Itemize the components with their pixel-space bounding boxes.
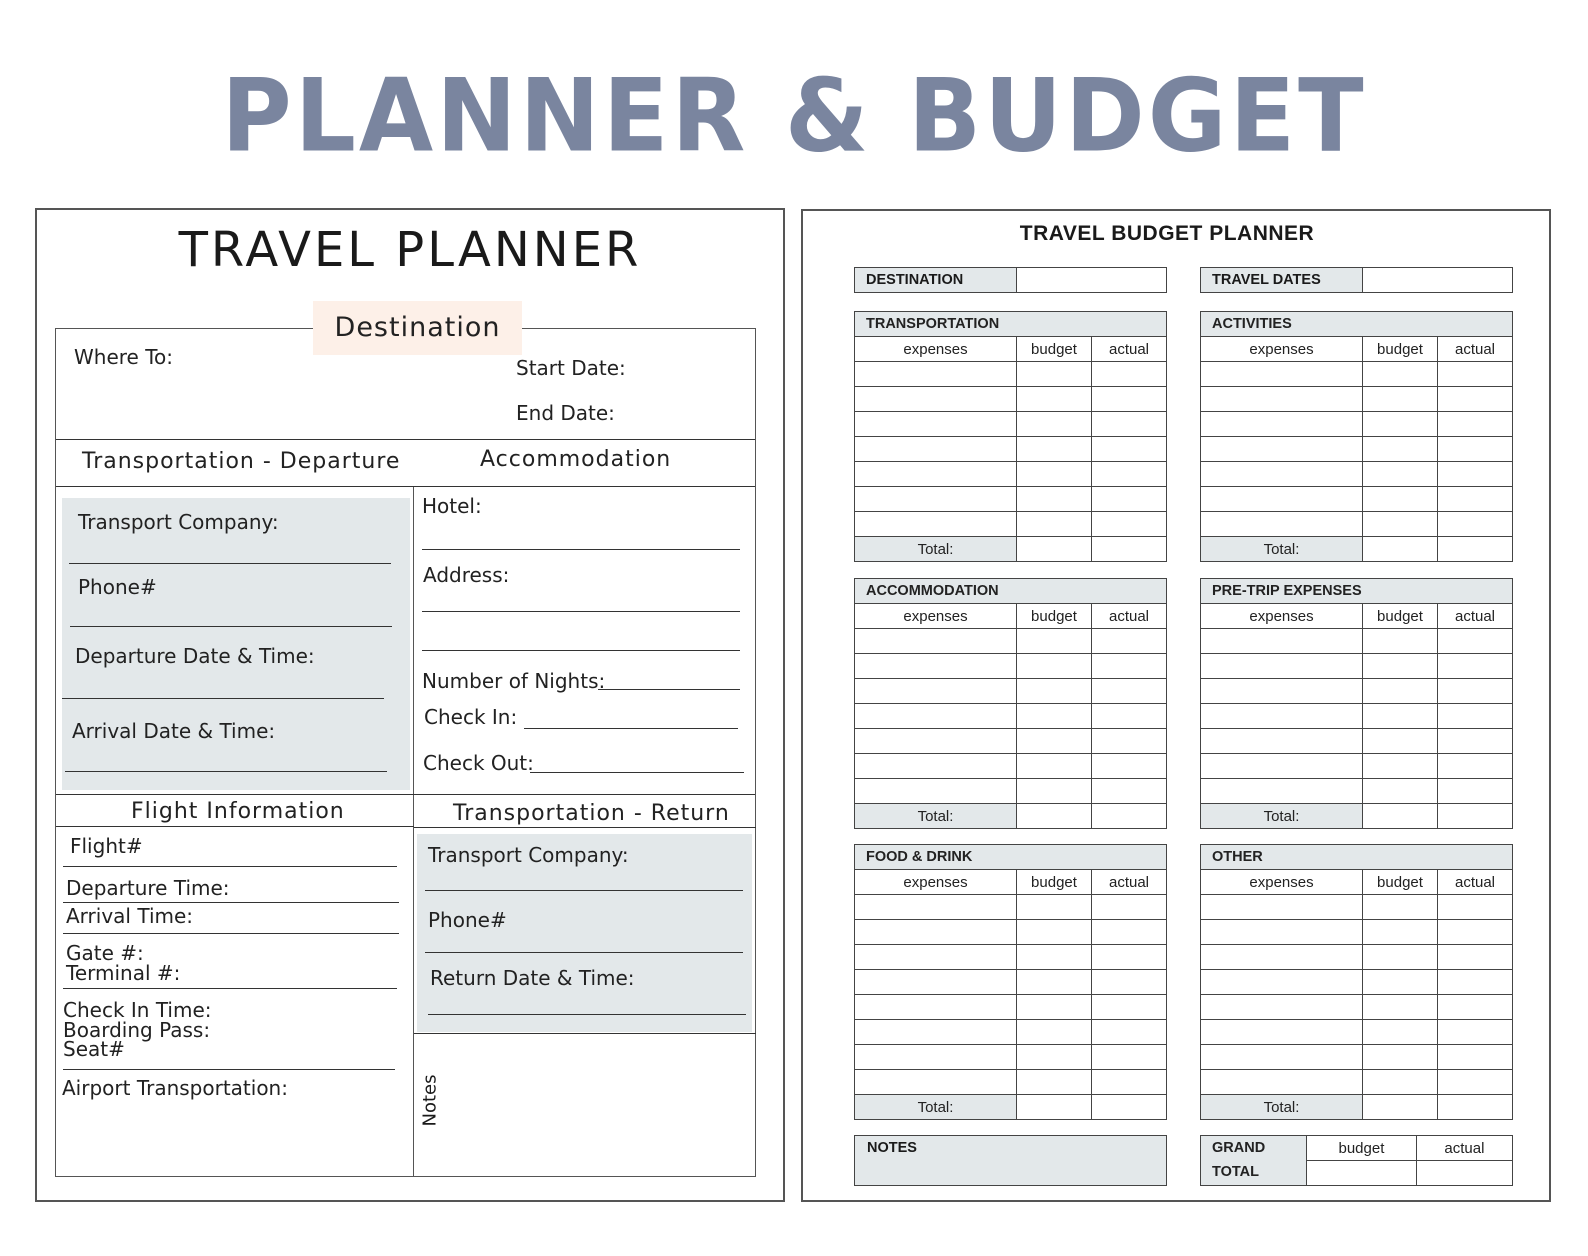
expense-cell[interactable] [855, 437, 1017, 462]
section-heading-pretrip: PRE-TRIP EXPENSES [1201, 579, 1513, 604]
budget-cell[interactable] [1017, 895, 1092, 920]
arrival-datetime-label: Arrival Date & Time: [72, 719, 276, 743]
budget-row [855, 487, 1167, 512]
check-in-time-label: Check In Time: [63, 998, 212, 1022]
budget-row [855, 895, 1167, 920]
departure-phone-field[interactable] [70, 626, 392, 627]
budget-cell[interactable] [1363, 512, 1438, 537]
expense-cell[interactable] [1201, 895, 1363, 920]
actual-cell[interactable] [1092, 462, 1167, 487]
actual-cell[interactable] [1092, 704, 1167, 729]
expense-cell[interactable] [855, 679, 1017, 704]
expense-cell[interactable] [855, 1045, 1017, 1070]
total-actual-cell[interactable] [1438, 804, 1513, 829]
expense-cell[interactable] [855, 629, 1017, 654]
actual-cell[interactable] [1092, 512, 1167, 537]
budget-row [1201, 487, 1513, 512]
budget-cell[interactable] [1363, 779, 1438, 804]
expense-cell[interactable] [1201, 362, 1363, 387]
budget-cell[interactable] [1017, 412, 1092, 437]
departure-datetime-label: Departure Date & Time: [75, 644, 315, 668]
where-to-label: Where To: [74, 345, 173, 369]
page-title: PLANNER & BUDGET [221, 57, 1367, 175]
budget-cell[interactable] [1017, 729, 1092, 754]
budget-table-activities [1200, 311, 1513, 562]
arrival-datetime-field[interactable] [65, 771, 387, 772]
budget-row [855, 754, 1167, 779]
budget-cell[interactable] [1363, 462, 1438, 487]
budget-cell[interactable] [1363, 704, 1438, 729]
expense-cell[interactable] [855, 362, 1017, 387]
grand-total-budget-header: budget [1307, 1136, 1417, 1161]
budget-cell[interactable] [1017, 437, 1092, 462]
actual-cell[interactable] [1092, 1020, 1167, 1045]
actual-cell[interactable] [1438, 387, 1513, 412]
column-divider [413, 487, 414, 1176]
actual-cell[interactable] [1092, 437, 1167, 462]
check-in-label: Check In: [424, 705, 518, 729]
budget-row [855, 412, 1167, 437]
budget-row [855, 945, 1167, 970]
expense-cell[interactable] [1201, 779, 1363, 804]
expense-cell[interactable] [1201, 754, 1363, 779]
divider [56, 794, 755, 795]
departure-phone-label: Phone# [78, 575, 157, 599]
col-actual-header: actual [1438, 604, 1513, 629]
departure-transport-company-label: Transport Company: [78, 510, 279, 534]
budget-row [855, 995, 1167, 1020]
col-actual-header: actual [1092, 604, 1167, 629]
budget-row [1201, 995, 1513, 1020]
expense-cell[interactable] [1201, 412, 1363, 437]
actual-cell[interactable] [1092, 412, 1167, 437]
budget-row [1201, 779, 1513, 804]
budget-cell[interactable] [1363, 654, 1438, 679]
airport-transport-label: Airport Transportation: [62, 1076, 288, 1100]
budget-cell[interactable] [1363, 920, 1438, 945]
budget-row [1201, 437, 1513, 462]
expense-cell[interactable] [855, 1020, 1017, 1045]
travel-planner-title: TRAVEL PLANNER [178, 222, 642, 278]
notes-area[interactable] [440, 1040, 750, 1170]
actual-cell[interactable] [1092, 754, 1167, 779]
total-label: Total: [855, 1095, 1017, 1120]
actual-cell[interactable] [1438, 729, 1513, 754]
expense-cell[interactable] [1201, 970, 1363, 995]
col-budget-header: budget [1363, 337, 1438, 362]
flight-number-label: Flight# [70, 834, 143, 858]
expense-cell[interactable] [855, 779, 1017, 804]
actual-cell[interactable] [1092, 995, 1167, 1020]
budget-row [1201, 362, 1513, 387]
budget-cell[interactable] [1363, 895, 1438, 920]
budget-cell[interactable] [1363, 437, 1438, 462]
expense-cell[interactable] [855, 387, 1017, 412]
budget-row [1201, 679, 1513, 704]
expense-cell[interactable] [855, 1070, 1017, 1095]
total-budget-cell[interactable] [1017, 1095, 1092, 1120]
budget-row [855, 1045, 1167, 1070]
budget-row [855, 1020, 1167, 1045]
budget-table-pretrip [1200, 578, 1513, 829]
budget-cell[interactable] [1017, 779, 1092, 804]
hotel-label: Hotel: [422, 494, 482, 518]
budget-cell[interactable] [1363, 629, 1438, 654]
budget-table-transportation [854, 311, 1167, 562]
actual-cell[interactable] [1438, 945, 1513, 970]
budget-cell[interactable] [1017, 995, 1092, 1020]
col-actual-header: actual [1092, 337, 1167, 362]
total-actual-cell[interactable] [1438, 537, 1513, 562]
expense-cell[interactable] [1201, 729, 1363, 754]
grand-total-table [1200, 1135, 1513, 1186]
departure-heading: Transportation - Departure [82, 449, 401, 474]
nights-field[interactable] [598, 689, 740, 690]
budget-cell[interactable] [1363, 1045, 1438, 1070]
expense-cell[interactable] [855, 754, 1017, 779]
return-heading: Transportation - Return [453, 801, 730, 826]
actual-cell[interactable] [1438, 1070, 1513, 1095]
total-budget-cell[interactable] [1017, 804, 1092, 829]
check-in-field[interactable] [524, 728, 738, 729]
divider [414, 827, 756, 828]
budget-row [1201, 654, 1513, 679]
budget-cell[interactable] [1363, 1070, 1438, 1095]
budget-cell[interactable] [1017, 920, 1092, 945]
actual-cell[interactable] [1438, 629, 1513, 654]
actual-cell[interactable] [1092, 387, 1167, 412]
total-label: Total: [855, 804, 1017, 829]
notes-label: Notes [419, 1074, 441, 1127]
budget-cell[interactable] [1363, 945, 1438, 970]
actual-cell[interactable] [1438, 1020, 1513, 1045]
expense-cell[interactable] [1201, 1045, 1363, 1070]
budget-row [1201, 754, 1513, 779]
budget-cell[interactable] [1017, 512, 1092, 537]
hotel-field[interactable] [422, 549, 740, 550]
actual-cell[interactable] [1438, 1045, 1513, 1070]
expense-cell[interactable] [1201, 920, 1363, 945]
budget-cell[interactable] [1017, 970, 1092, 995]
seat-label: Seat# [63, 1037, 125, 1061]
budget-cell[interactable] [1017, 654, 1092, 679]
expense-cell[interactable] [855, 654, 1017, 679]
budget-cell[interactable] [1363, 362, 1438, 387]
travel-dates-label: TRAVEL DATES [1201, 268, 1363, 292]
budget-table-accommodation [854, 578, 1167, 829]
total-actual-cell[interactable] [1438, 1095, 1513, 1120]
grand-total-budget-cell[interactable] [1307, 1161, 1417, 1186]
flight-heading: Flight Information [131, 799, 345, 824]
actual-cell[interactable] [1092, 654, 1167, 679]
budget-cell[interactable] [1363, 487, 1438, 512]
actual-cell[interactable] [1092, 1045, 1167, 1070]
actual-cell[interactable] [1438, 970, 1513, 995]
total-actual-cell[interactable] [1092, 1095, 1167, 1120]
budget-row [855, 654, 1167, 679]
travel-dates-box[interactable] [1200, 267, 1513, 293]
expense-cell[interactable] [1201, 995, 1363, 1020]
budget-cell[interactable] [1017, 362, 1092, 387]
departure-time-label: Departure Time: [66, 876, 230, 900]
actual-cell[interactable] [1438, 679, 1513, 704]
col-expenses-header: expenses [855, 604, 1017, 629]
return-datetime-field[interactable] [428, 1014, 746, 1015]
departure-time-field[interactable] [63, 902, 399, 903]
budget-row [855, 970, 1167, 995]
expense-cell[interactable] [855, 704, 1017, 729]
actual-cell[interactable] [1438, 362, 1513, 387]
actual-cell[interactable] [1438, 487, 1513, 512]
address-field-1[interactable] [422, 611, 740, 612]
section-heading-food: FOOD & DRINK [855, 845, 1167, 870]
budget-table-food [854, 844, 1167, 1120]
address-field-2[interactable] [422, 650, 740, 651]
actual-cell[interactable] [1438, 920, 1513, 945]
section-heading-accommodation: ACCOMMODATION [855, 579, 1167, 604]
budget-cell[interactable] [1363, 729, 1438, 754]
arrival-time-label: Arrival Time: [66, 904, 194, 928]
budget-row [855, 629, 1167, 654]
col-actual-header: actual [1092, 870, 1167, 895]
actual-cell[interactable] [1092, 729, 1167, 754]
actual-cell[interactable] [1438, 754, 1513, 779]
expense-cell[interactable] [1201, 1070, 1363, 1095]
budget-row [1201, 462, 1513, 487]
budget-cell[interactable] [1017, 462, 1092, 487]
actual-cell[interactable] [1092, 679, 1167, 704]
budget-planner-title: TRAVEL BUDGET PLANNER [1019, 222, 1315, 245]
budget-cell[interactable] [1017, 1020, 1092, 1045]
actual-cell[interactable] [1092, 487, 1167, 512]
total-label: Total: [1201, 1095, 1363, 1120]
budget-row [1201, 729, 1513, 754]
budget-cell[interactable] [1363, 995, 1438, 1020]
col-budget-header: budget [1363, 870, 1438, 895]
destination-label: DESTINATION [855, 268, 1017, 292]
expense-cell[interactable] [855, 412, 1017, 437]
seat-field[interactable] [63, 1069, 395, 1070]
total-label: Total: [1201, 537, 1363, 562]
check-out-field[interactable] [530, 772, 744, 773]
expense-cell[interactable] [1201, 629, 1363, 654]
budget-cell[interactable] [1017, 387, 1092, 412]
return-transport-company-field[interactable] [425, 890, 743, 891]
grand-total-actual-header: actual [1416, 1136, 1512, 1161]
budget-row [1201, 387, 1513, 412]
budget-row [855, 437, 1167, 462]
budget-row [855, 512, 1167, 537]
gate-terminal-field[interactable] [63, 988, 397, 989]
total-actual-cell[interactable] [1092, 537, 1167, 562]
expense-cell[interactable] [1201, 437, 1363, 462]
expense-cell[interactable] [1201, 945, 1363, 970]
budget-notes-label: NOTES [867, 1140, 917, 1156]
actual-cell[interactable] [1092, 895, 1167, 920]
expense-cell[interactable] [855, 512, 1017, 537]
actual-cell[interactable] [1438, 704, 1513, 729]
budget-row [855, 387, 1167, 412]
check-out-label: Check Out: [423, 751, 534, 775]
total-label: Total: [1201, 804, 1363, 829]
grand-total-actual-cell[interactable] [1416, 1161, 1512, 1186]
expense-cell[interactable] [855, 729, 1017, 754]
budget-row [1201, 970, 1513, 995]
budget-row [1201, 945, 1513, 970]
col-actual-header: actual [1438, 337, 1513, 362]
actual-cell[interactable] [1092, 1070, 1167, 1095]
actual-cell[interactable] [1438, 462, 1513, 487]
start-date-label: Start Date: [516, 356, 626, 380]
grand-total-label [1201, 1136, 1307, 1186]
budget-row [1201, 895, 1513, 920]
expense-cell[interactable] [855, 895, 1017, 920]
budget-row [1201, 512, 1513, 537]
actual-cell[interactable] [1438, 437, 1513, 462]
section-heading-activities: ACTIVITIES [1201, 312, 1513, 337]
budget-row [1201, 920, 1513, 945]
budget-cell[interactable] [1363, 970, 1438, 995]
budget-row [1201, 704, 1513, 729]
actual-cell[interactable] [1438, 779, 1513, 804]
return-transport-company-label: Transport Company: [428, 843, 629, 867]
budget-cell[interactable] [1017, 1070, 1092, 1095]
col-actual-header: actual [1438, 870, 1513, 895]
expense-cell[interactable] [1201, 654, 1363, 679]
col-budget-header: budget [1017, 604, 1092, 629]
actual-cell[interactable] [1092, 362, 1167, 387]
grand-total-label-1: GRAND [1212, 1140, 1266, 1156]
budget-row [855, 779, 1167, 804]
expense-cell[interactable] [1201, 487, 1363, 512]
budget-cell[interactable] [1363, 1020, 1438, 1045]
actual-cell[interactable] [1438, 654, 1513, 679]
section-heading-other: OTHER [1201, 845, 1513, 870]
total-budget-cell[interactable] [1363, 804, 1438, 829]
actual-cell[interactable] [1438, 995, 1513, 1020]
expense-cell[interactable] [1201, 512, 1363, 537]
total-actual-cell[interactable] [1092, 804, 1167, 829]
budget-row [1201, 1070, 1513, 1095]
divider [56, 826, 414, 827]
budget-cell[interactable] [1017, 679, 1092, 704]
expense-cell[interactable] [855, 487, 1017, 512]
budget-cell[interactable] [1363, 412, 1438, 437]
actual-cell[interactable] [1092, 779, 1167, 804]
expense-cell[interactable] [1201, 679, 1363, 704]
budget-cell[interactable] [1017, 1045, 1092, 1070]
actual-cell[interactable] [1092, 920, 1167, 945]
col-budget-header: budget [1017, 870, 1092, 895]
col-expenses-header: expenses [855, 870, 1017, 895]
actual-cell[interactable] [1092, 945, 1167, 970]
nights-label: Number of Nights: [422, 669, 606, 693]
budget-row [855, 920, 1167, 945]
budget-cell[interactable] [1017, 945, 1092, 970]
budget-row [855, 362, 1167, 387]
departure-datetime-field[interactable] [62, 698, 384, 699]
actual-cell[interactable] [1438, 412, 1513, 437]
destination-box[interactable] [854, 267, 1167, 293]
expense-cell[interactable] [855, 970, 1017, 995]
actual-cell[interactable] [1092, 629, 1167, 654]
budget-cell[interactable] [1017, 629, 1092, 654]
destination-heading-label: Destination [334, 312, 501, 343]
col-expenses-header: expenses [1201, 604, 1363, 629]
actual-cell[interactable] [1092, 970, 1167, 995]
gate-label: Gate #: [66, 941, 144, 965]
budget-row [855, 679, 1167, 704]
total-budget-cell[interactable] [1363, 537, 1438, 562]
budget-cell[interactable] [1363, 387, 1438, 412]
budget-row [1201, 412, 1513, 437]
budget-cell[interactable] [1017, 754, 1092, 779]
return-datetime-label: Return Date & Time: [430, 966, 635, 990]
expense-cell[interactable] [855, 920, 1017, 945]
budget-row [855, 462, 1167, 487]
accommodation-heading: Accommodation [480, 447, 672, 472]
budget-row [855, 729, 1167, 754]
section-heading-transportation: TRANSPORTATION [855, 312, 1167, 337]
departure-transport-company-field[interactable] [69, 563, 391, 564]
budget-cell[interactable] [1017, 487, 1092, 512]
divider [56, 439, 755, 440]
budget-row [1201, 1045, 1513, 1070]
budget-cell[interactable] [1363, 679, 1438, 704]
total-budget-cell[interactable] [1017, 537, 1092, 562]
budget-row [855, 1070, 1167, 1095]
total-label: Total: [855, 537, 1017, 562]
expense-cell[interactable] [855, 945, 1017, 970]
arrival-time-field[interactable] [63, 933, 399, 934]
expense-cell[interactable] [1201, 462, 1363, 487]
budget-cell[interactable] [1017, 704, 1092, 729]
expense-cell[interactable] [1201, 1020, 1363, 1045]
col-expenses-header: expenses [1201, 337, 1363, 362]
col-expenses-header: expenses [1201, 870, 1363, 895]
budget-row [855, 704, 1167, 729]
return-phone-label: Phone# [428, 908, 507, 932]
budget-row [1201, 1020, 1513, 1045]
actual-cell[interactable] [1438, 895, 1513, 920]
col-expenses-header: expenses [855, 337, 1017, 362]
budget-cell[interactable] [1363, 754, 1438, 779]
flight-number-field[interactable] [63, 866, 397, 867]
col-budget-header: budget [1363, 604, 1438, 629]
expense-cell[interactable] [855, 995, 1017, 1020]
boarding-pass-label: Boarding Pass: [63, 1018, 211, 1042]
end-date-label: End Date: [516, 401, 615, 425]
total-budget-cell[interactable] [1363, 1095, 1438, 1120]
divider [414, 1033, 756, 1034]
col-budget-header: budget [1017, 337, 1092, 362]
actual-cell[interactable] [1438, 512, 1513, 537]
terminal-label: Terminal #: [66, 961, 181, 985]
budget-row [1201, 629, 1513, 654]
expense-cell[interactable] [855, 462, 1017, 487]
return-phone-field[interactable] [425, 952, 743, 953]
expense-cell[interactable] [1201, 704, 1363, 729]
divider [56, 486, 755, 487]
grand-total-label-2: TOTAL [1212, 1164, 1259, 1180]
budget-table-other [1200, 844, 1513, 1120]
address-label: Address: [423, 563, 510, 587]
expense-cell[interactable] [1201, 387, 1363, 412]
